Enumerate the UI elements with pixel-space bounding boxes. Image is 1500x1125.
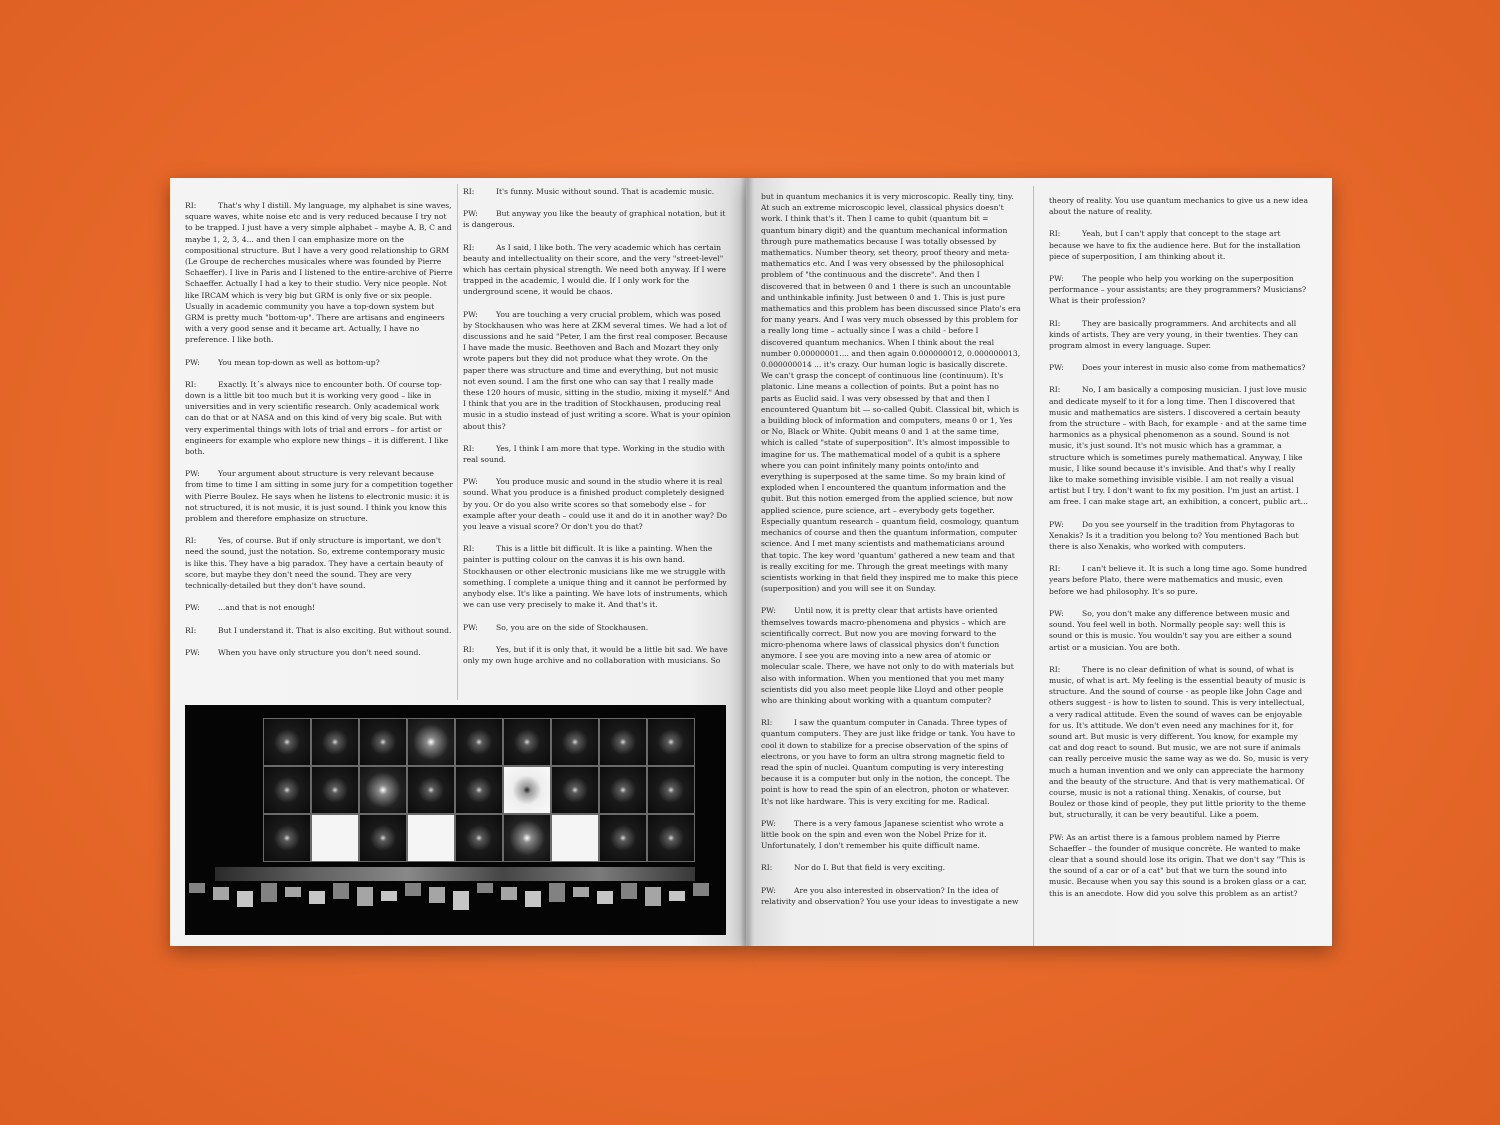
speaker-label: RI: [463, 242, 475, 252]
interview-paragraph [463, 242, 731, 298]
interview-paragraph [1049, 195, 1309, 217]
speaker-label: PW: [761, 885, 776, 895]
interview-paragraph [761, 191, 1021, 594]
interview-paragraph [185, 200, 453, 346]
interview-paragraph [463, 644, 731, 666]
floor-screen [237, 891, 253, 907]
paragraph-text: Exactly. It´s always nice to encounter both. Of course top-down is a little bit too much but it is working very good – like in universities and in very scientific research. Only academical work can do that or at NASA and on this kind of very big scale. But with very experimental things with lots of trial and errors – for artist or engineers for example who explore new things – it is different. I like both. [185, 379, 449, 457]
floor-screen [501, 887, 517, 900]
paragraph-text: So, you don't make any difference between music and sound. You feel well in both. Normally people say: well this is sound or this is music. You wouldn't say you are either a sound artist or a musician. You are both. [1049, 608, 1292, 652]
paragraph-text: When you have only structure you don't need sound. [218, 647, 421, 657]
right-page [746, 178, 1332, 946]
screen-tile [311, 718, 359, 766]
interview-paragraph [1049, 608, 1309, 653]
interview-paragraph [761, 605, 1021, 706]
paragraph-text: You produce music and sound in the studio where it is real sound. What you produce is a finished product completely designed by you. Or do you also write scores so that somebody else – for example after your death – could use it and do it in another way? Do you leave a visual score? Or don't you do that? [463, 477, 727, 532]
paragraph-text: Are you also interested in observation? In the idea of relativity and observation? You use your ideas to investigate a new [761, 885, 1019, 906]
floor-screen [405, 883, 421, 896]
speaker-label: RI: [1049, 318, 1061, 328]
screen-tile [647, 766, 695, 814]
text-column-4 [1049, 195, 1309, 935]
interview-paragraph [463, 622, 731, 633]
paragraph-text: So, you are on the side of Stockhausen. [496, 622, 649, 632]
interview-paragraph [185, 647, 453, 658]
column-divider [1033, 186, 1034, 946]
interview-paragraph [1049, 563, 1309, 597]
speaker-label: RI: [1049, 664, 1061, 674]
interview-paragraph [185, 625, 453, 636]
paragraph-text: I can't believe it. It is such a long time ago. Some hundred years before Plato, there were mathematics and music, even before we had philosophy. It's so pure. [1049, 564, 1308, 596]
stage-strip [215, 867, 695, 881]
paragraph-text: Yes, I think I am more that type. Working in the studio with real sound. [463, 443, 725, 465]
speaker-label: RI: [463, 187, 475, 196]
paragraph-text: Yes, of course. But if only structure is important, we don't need the sound, just the notation. So, extreme contemporary music is like this. They have a big paradox. They have a certain beauty of score, but maybe they don't need the sound. They are very technically-detailed but they don't have sound. [185, 536, 445, 591]
floor-screen [645, 887, 661, 906]
screen-tile [647, 814, 695, 862]
screen-tile [359, 766, 407, 814]
screen-tile [359, 718, 407, 766]
interview-paragraph [463, 543, 731, 610]
speaker-label: RI: [185, 536, 197, 546]
paragraph-text: PW: As an artist there is a famous problem named by Pierre Schaeffer – the founder of musique concrète. He wanted to make clear that a sound should lose its origin. That we don't say "This is the sound of a car or of a cat" but that we turn the sound into music. Because when you say this sound is a broken glass or a car, this is an anecdote. How did you solve this problem as an artist? [1049, 832, 1307, 898]
interview-paragraph [463, 309, 731, 432]
paragraph-text: There is no clear definition of what is sound, of what is music, of what is art. My feeling is the essential beauty of music is structure. And the sound of course - as people like John Cage and others suggest - is how to listen to sound. This is very intellectual, a very radical attitude. Even the sound of waves can be enjoyable for us. It's attitude. We don't even need any machines for it, for sound art. But music is very different. You know, for example my cat and dog react to sound. But music, we are not sure if animals can really perceive music the same way as we do. So, music is very much a human invention and we only can appreciate the harmony and the beauty of the structure. And that is very mathematical. Of course, music is not a rational thing. Xenakis, of course, but Boulez or those kind of people, they put little priority to the theme but, structurally, it can be very beautiful. Like a poem. [1049, 664, 1309, 820]
paragraph-text: They are basically programmers. And architects and all kinds of artists. They are very young, in their twenties. They can program almost in every language. Super. [1049, 318, 1298, 351]
speaker-label: RI: [185, 201, 197, 210]
speaker-label: RI: [1049, 385, 1061, 395]
interview-paragraph [185, 357, 453, 368]
paragraph-text: Do you see yourself in the tradition from Phytagoras to Xenakis? Is it a tradition you belong to? You mentioned Bach but there is also Xenakis, who worked with computers. [1049, 519, 1299, 552]
paragraph-text: Nor do I. But that field is very exciting. [794, 863, 946, 873]
paragraph-text: It's funny. Music without sound. That is academic music. [496, 187, 715, 196]
interview-paragraph [185, 535, 453, 591]
screen-tile [263, 718, 311, 766]
column-divider [457, 184, 458, 700]
paragraph-text: No, I am basically a composing musician. I just love music and dedicate myself to it for a long time. Then I discovered that music and mathematics are sisters. I discovered a certain beauty from the structure – with Bach, for example - and at the same time harmonics as a physical phenomenon as a sound. Sound is not music, it's just sound. It's not music which has a grammar, a structure which is sometimes purely mathematical. Anyway, I like music, I like sound because it's invisible. And that's why I really like to make something invisible visible. I am not really a visual artist but I try. I don't want to fix my position. I'm just an artist. I am free. I can make stage art, an exhibition, a concert, public art... [1049, 385, 1308, 507]
floor-screen [597, 891, 613, 904]
interview-paragraph [761, 862, 1021, 873]
speaker-label: PW: [185, 603, 200, 613]
screen-tile [263, 814, 311, 862]
speaker-label: RI: [463, 644, 475, 654]
screen-tile [407, 718, 455, 766]
speaker-label: PW: [761, 606, 776, 616]
screen-tile [599, 814, 647, 862]
floor-screen [549, 883, 565, 902]
interview-paragraph [185, 379, 453, 457]
paragraph-text: You mean top-down as well as bottom-up? [218, 357, 380, 367]
paragraph-text: But anyway you like the beauty of graphical notation, but it is dangerous. [463, 209, 726, 230]
interview-paragraph [463, 186, 731, 197]
screen-tile [455, 766, 503, 814]
screen-tile [359, 814, 407, 862]
speaker-label: PW: [463, 209, 478, 219]
speaker-label: RI: [463, 544, 475, 554]
floor-screen [621, 883, 637, 899]
screen-tile [311, 766, 359, 814]
floor-screen [453, 891, 469, 910]
speaker-label: RI: [185, 379, 197, 389]
paragraph-text: This is a little bit difficult. It is like a painting. When the painter is putting colour on the canvas it is his own hand. Stockhausen or other electronic musicians like me we struggle with something. I complete a unique thing and it cannot be performed by anybody else. It's like a painting. We have lots of instruments, which we can use very precisely to make it. And that's it. [463, 544, 728, 610]
speaker-label: PW: [463, 309, 478, 319]
screen-tile [407, 814, 455, 862]
screen-tile [503, 718, 551, 766]
speaker-label: PW: [1049, 363, 1064, 373]
paragraph-text: Yes, but if it is only that, it would be a little bit sad. We have only my own huge archive and no collaboration with musicians. So [463, 644, 728, 665]
floor-screen [573, 887, 589, 897]
screen-tile [503, 814, 551, 862]
interview-paragraph [1049, 519, 1309, 553]
paragraph-text: That's why I distill. My language, my alphabet is sine waves, square waves, white noise etc and is very reduced because I try not to be trapped. I just have a very simple alphabet – maybe A, B, C and maybe 1, 2, 3, 4... and then I can emphasize more on the compositional structure. But I have a very good relationship to GRM (Le Groupe de recherches musicales where was founded by Pierre Schaeffer). I live in Paris and I listened to the entire-archive of Pierre Schaeffer. Actually I had a key to their studio. Very nice people. Not like IRCAM which is very big but GRM is only five or six people. Usually in academic community you have a top-down system but GRM is pretty much "bottom-up". There are artisans and engineers with a very good sense and it became art. Actually, I have no preference. I like both. [185, 201, 453, 345]
interview-paragraph [1049, 832, 1309, 899]
speaker-label: PW: [1049, 608, 1064, 618]
screen-tile [551, 766, 599, 814]
interview-paragraph [761, 717, 1021, 807]
paragraph-text: But I understand it. That is also exciting. But without sound. [218, 625, 452, 635]
paragraph-text: Your argument about structure is very relevant because from time to time I am sitting in some jury for a competition together with Pierre Boulez. He says when he listens to electronic music: it is not structured, it is not music, it is just sound. I think you know this problem and therefore emphasize on structure. [185, 469, 453, 524]
screen-tile [551, 718, 599, 766]
magazine-spread [170, 178, 1332, 946]
paragraph-text: There is a very famous Japanese scientist who wrote a little book on the spin and even won the Nobel Prize for it. Unfortunately, I don't remember his quite difficult name. [761, 818, 1004, 851]
speaker-label: PW: [761, 818, 776, 828]
screen-tile [551, 814, 599, 862]
text-column-3 [761, 191, 1021, 939]
paragraph-text: I saw the quantum computer in Canada. Three types of quantum computers. They are just like fridge or tank. You have to cool it down to stabilize for a precise observation of the spins of electrons, or you have to form an ultra strong magnetic field to read the spin of nuclei. Quantum computing is very interesting because it is a computer but only in the notion, the concept. The point is how to read the spin of an electron, photon or whatever. It's not like hardware. This is very exciting for me. Radical. [761, 718, 1016, 806]
speaker-label: PW: [185, 647, 200, 657]
screen-tile [503, 766, 551, 814]
paragraph-text: Yeah, but I can't apply that concept to the stage art because we have to fix the audience here. But for the installation piece of superposition, I am thinking about it. [1049, 229, 1301, 261]
text-column-2 [463, 186, 731, 698]
interview-paragraph [185, 468, 453, 524]
speaker-label: PW: [463, 477, 478, 487]
interview-paragraph [761, 818, 1021, 852]
paragraph-text: ...and that is not enough! [218, 603, 316, 613]
screen-tile [311, 814, 359, 862]
speaker-label: PW: [1049, 519, 1064, 529]
screen-tile [455, 718, 503, 766]
paragraph-text: Does your interest in music also come from mathematics? [1082, 363, 1306, 373]
interview-paragraph [463, 443, 731, 465]
speaker-label: RI: [761, 718, 773, 728]
interview-paragraph [1049, 318, 1309, 352]
speaker-label: PW: [185, 469, 200, 479]
floor-screen [333, 883, 349, 899]
speaker-label: RI: [1049, 229, 1061, 239]
floor-screen [525, 891, 541, 907]
floor-screen [669, 891, 685, 901]
interview-paragraph [463, 476, 731, 532]
floor-screen [309, 891, 325, 904]
screen-tile [263, 766, 311, 814]
speaker-label: RI: [761, 863, 773, 873]
screen-tile [599, 766, 647, 814]
interview-paragraph [1049, 228, 1309, 262]
floor-screen [285, 887, 301, 897]
left-page [170, 178, 746, 946]
floor-screen [357, 887, 373, 906]
interview-paragraph [1049, 384, 1309, 507]
interview-paragraph [463, 208, 731, 230]
speaker-label: RI: [463, 443, 475, 453]
interview-paragraph [1049, 664, 1309, 821]
speaker-label: RI: [1049, 564, 1061, 574]
speaker-label: PW: [463, 622, 478, 632]
performance-photo [185, 705, 726, 935]
paragraph-text: You are touching a very crucial problem, which was posed by Stockhausen who was here at ZKM several times. We had a lot of discussions and he said "Peter, I am the first real composer. Because I have made the music. Beethoven and Bach and Mozart they only wrote papers but they did not produce what they wrote. On the paper there was structure and time and everything, but not music not even sound. I am the first one who can say that I really made these 120 hours of music, sitting in the studio, mixing it myself." And I think that you are in the tradition of Stockhausen, producing real music in a studio instead of just writing a score. What is your opinion about this? [463, 309, 731, 431]
screen-tile [647, 718, 695, 766]
floor-screen [381, 891, 397, 901]
paragraph-text: As I said, I like both. The very academic which has certain beauty and intellectuality on their score, and the very "street-level" which has certain physical strength. We need both anyway. If I were trapped in the academic, I would die. If I only work for the underground scene, it would be chaos. [463, 242, 727, 297]
floor-screen [693, 883, 709, 896]
spine-shadow [740, 178, 754, 946]
floor-screen [477, 883, 493, 893]
floor-screen [189, 883, 205, 893]
paragraph-text: but in quantum mechanics it is very microscopic. Really tiny, tiny. At such an extreme microscopic level, classical physics doesn't work. I think that's it. Then I came to qubit (quantum bit = quantum binary digit) and the quantum mechanical information through pure mathematics because I was totally obsessed by mathematics. Number theory, set theory, proof theory and meta-mathematics etc. And I was very obsessed by the philosophical problem of "the continuous and the discrete". And then I discovered that in between 0 and 1 there is such an uncountable and unthinkable infinity. Just between 0 and 1. This is just pure mathematics and this problem has been discussed since Plato's era for many years. And I was very much obsessed by this problem for a really long time – actually since I was a child - before I discovered quantum mechanics. When I think about the real number 0.00000001.... and then again 0.000000012, 0.000000013, 0.000000014 ... it's crazy. Our human logic is basically discrete. We can't grasp the concept of continuous line (continuum). It's platonic. Line means a collection of points. But a point has no parts as Euclid said. I was very obsessed by that and then I encountered Quantum bit — so-called Qubit. Classical bit, which is a building block of information and computers, means 0 or 1, Yes or No, Black or White. Qubit means 0 and 1 at the same time, which is called "state of superposition". It's almost impossible to imagine for us. The mathematical model of a qubit is a sphere where you can point infinitely many points onto/into and everything is superposed at the same time. So my brain kind of exploded when I encountered the quantum information and the qubit. But this notion emerged from the applied science, but now applied science, pure science, art – everybody gets together. Especially quantum research – quantum field, cosmology, quantum mechanics of course and then the quantum information, computer science. And I met many scientists and mathematicians around that topic. The key word 'quantum' gathered a new team and that is really exciting for me. Through the great meetings with many scientists working in that field they inspired me to make this piece (superposition) and you will see it on Sunday. [761, 192, 1021, 594]
floor-screen [429, 887, 445, 903]
interview-paragraph [1049, 273, 1309, 307]
paragraph-text: theory of reality. You use quantum mechanics to give us a new idea about the nature of reality. [1049, 196, 1308, 217]
speaker-label: RI: [185, 625, 197, 635]
interview-paragraph [1049, 362, 1309, 373]
paragraph-text: Until now, it is pretty clear that artists have oriented themselves towards macro-phenomena and physics – which are scientifically correct. But now you are moving forward to the micro-phenoma where laws of classical physics don't function anymore. I see you are moving into a new area of atomic or molecular scale. There, we have not only to do with materials but also with information. When you mentioned that you met many scientists did you also meet people like Lloyd and other people who are thinking about working with a quantum computer? [761, 606, 1014, 705]
screen-tile [599, 718, 647, 766]
floor-screen [213, 887, 229, 900]
speaker-label: PW: [1049, 274, 1064, 284]
screen-tile [455, 814, 503, 862]
text-column-1 [185, 200, 453, 698]
interview-paragraph [761, 885, 1021, 907]
speaker-label: PW: [185, 357, 200, 367]
interview-paragraph [185, 602, 453, 613]
paragraph-text: The people who help you working on the superposition performance – your assistants; are they programmers? Musicians? What is their profession? [1049, 274, 1307, 306]
screen-tile [407, 766, 455, 814]
floor-screen [261, 883, 277, 902]
